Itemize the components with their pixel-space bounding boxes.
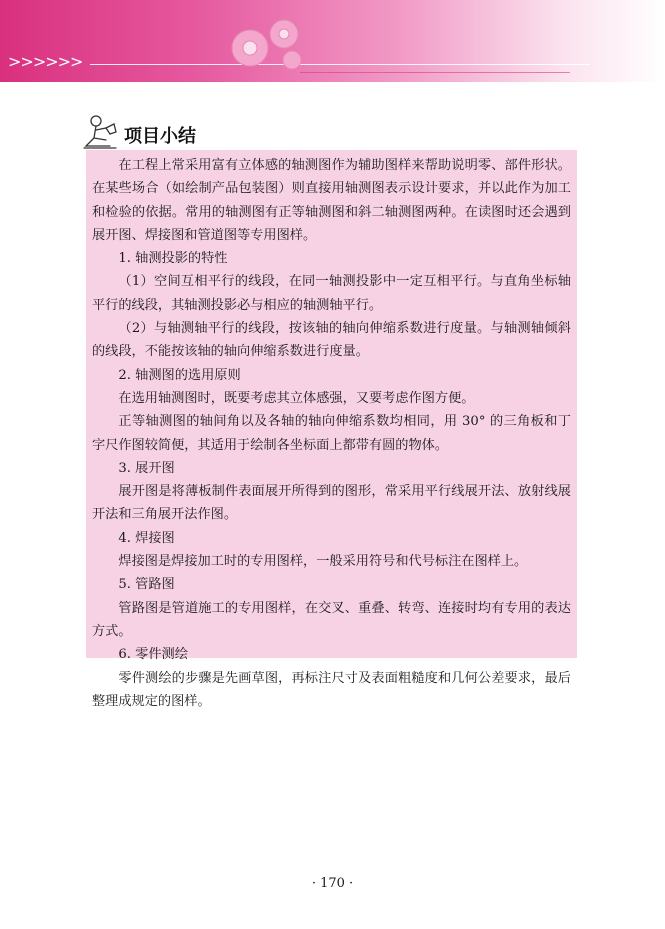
- heading-axonometric-properties: 1. 轴测投影的特性: [118, 251, 228, 267]
- paragraph-part-measurement: 零件测绘的步骤是先画草图，再标注尺寸及表面粗糙度和几何公差要求，最后整理成规定的图样。: [92, 670, 571, 709]
- paragraph-selection-2: 正等轴测图的轴间角以及各轴的轴向伸缩系数均相同，用 30° 的三角板和丁字尺作图较简便，其适用于绘制各坐标面上都带有圆的物体。: [92, 414, 571, 453]
- gears-icon: [222, 10, 312, 76]
- section-title: 项目小结: [124, 126, 196, 147]
- paragraph-development: 展开图是将薄板制件表面展开所得到的图形，常采用平行线展开法、放射线展开法和三角展开法作图。: [92, 484, 571, 523]
- heading-welding-drawing: 4. 焊接图: [118, 530, 175, 546]
- paragraph-piping: 管路图是管道施工的专用图样，在交叉、重叠、转弯、连接时均有专用的表达方式。: [92, 600, 571, 639]
- banner-divider-accent: [300, 72, 570, 73]
- paragraph-property-2: （2）与轴测轴平行的线段，按该轴的轴向伸缩系数进行度量。与轴测轴倾斜的线段，不能按该轴的轴向伸缩系数进行度量。: [92, 321, 571, 360]
- paragraph-selection-1: 在选用轴测图时，既要考虑其立体感强，又要考虑作图方便。: [118, 390, 475, 406]
- heading-development-drawing: 3. 展开图: [118, 460, 175, 476]
- page-number: · 170 ·: [311, 876, 354, 891]
- chevron-decoration: >>>>>>: [8, 52, 83, 71]
- section-header: [80, 112, 580, 154]
- paragraph-property-1: （1）空间互相平行的线段，在同一轴测投影中一定互相平行。与直角坐标轴平行的线段，其轴测投影必与相应的轴测轴平行。: [92, 274, 571, 313]
- heading-selection-principle: 2. 轴测图的选用原则: [118, 367, 241, 383]
- reading-person-icon: [80, 112, 120, 152]
- summary-intro: 在工程上常采用富有立体感的轴测图作为辅助图样来帮助说明零、部件形状。在某些场合（如绘制产品包装图）则直接用轴测图表示设计要求，并以此作为加工和检验的依据。常用的轴测图有正等轴测图和斜二轴测图两种。在读图时还会遇到展开图、焊接图和管道图等专用图样。: [92, 158, 571, 243]
- heading-part-measurement: 6. 零件测绘: [118, 647, 188, 663]
- summary-content: [86, 150, 577, 709]
- paragraph-welding: 焊接图是焊接加工时的专用图样，一般采用符号和代号标注在图样上。: [118, 554, 528, 570]
- heading-piping-drawing: 5. 管路图: [118, 577, 175, 593]
- banner-divider: [90, 64, 590, 65]
- header-banner: [0, 0, 665, 82]
